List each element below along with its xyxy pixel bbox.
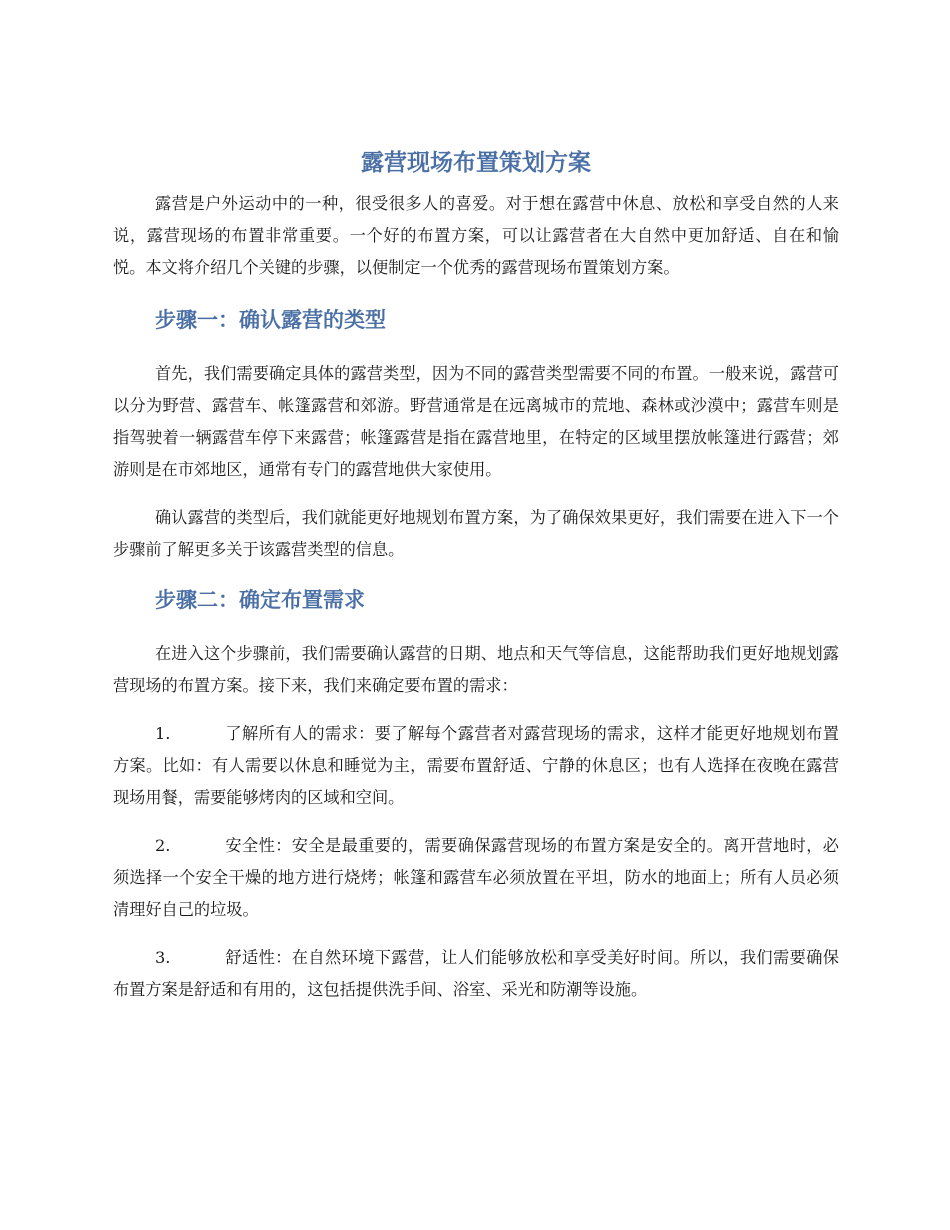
step2-intro-paragraph: 在进入这个步骤前，我们需要确认露营的日期、地点和天气等信息，这能帮助我们更好地规划露营现场的布置方案。接下来，我们来确定要布置的需求：: [113, 644, 839, 695]
list-item: [113, 942, 839, 1006]
step1-paragraph: 确认露营的类型后，我们就能更好地规划布置方案，为了确保效果更好，我们需要在进入下一个步骤前了解更多关于该露营类型的信息。: [113, 508, 839, 559]
step1-paragraph: 首先，我们需要确定具体的露营类型，因为不同的露营类型需要不同的布置。一般来说，露营可以分为野营、露营车、帐篷露营和郊游。野营通常是在远离城市的荒地、森林或沙漠中；露营车则是指驾驶着一辆露营车停下来露营；帐篷露营是指在露营地里，在特定的区域里摆放帐篷进行露营；郊游则是在市郊地区，通常有专门的露营地供大家使用。: [113, 364, 839, 479]
list-item: [113, 830, 839, 926]
list-item-text: 舒适性：在自然环境下露营，让人们能够放松和享受美好时间。所以，我们需要确保布置方案是舒适和有用的，这包括提供洗手间、浴室、采光和防潮等设施。: [113, 948, 839, 999]
list-item-number: 3.: [155, 948, 171, 967]
list-item: [113, 718, 839, 814]
list-item-number: 2.: [155, 836, 171, 855]
document-page: [113, 146, 839, 1006]
list-item-text: 了解所有人的需求：要了解每个露营者对露营现场的需求，这样才能更好地规划布置方案。比如：有人需要以休息和睡觉为主，需要布置舒适、宁静的休息区；也有人选择在夜晚在露营现场用餐，需要能够烤肉的区域和空间。: [113, 724, 839, 807]
step2-heading: 步骤二：确定布置需求: [155, 588, 365, 612]
list-item-text: 安全性：安全是最重要的，需要确保露营现场的布置方案是安全的。离开营地时，必须选择一个安全干燥的地方进行烧烤；帐篷和露营车必须放置在平坦，防水的地面上；所有人员必须清理好自己的垃圾。: [113, 836, 839, 919]
intro-paragraph: 露营是户外运动中的一种，很受很多人的喜爱。对于想在露营中休息、放松和享受自然的人来说，露营现场的布置非常重要。一个好的布置方案，可以让露营者在大自然中更加舒适、自在和愉悦。本文将介绍几个关键的步骤，以便制定一个优秀的露营现场布置策划方案。: [113, 194, 839, 277]
document-title: 露营现场布置策划方案: [361, 150, 591, 176]
list-item-number: 1.: [155, 724, 171, 743]
step1-heading: 步骤一：确认露营的类型: [155, 308, 386, 332]
